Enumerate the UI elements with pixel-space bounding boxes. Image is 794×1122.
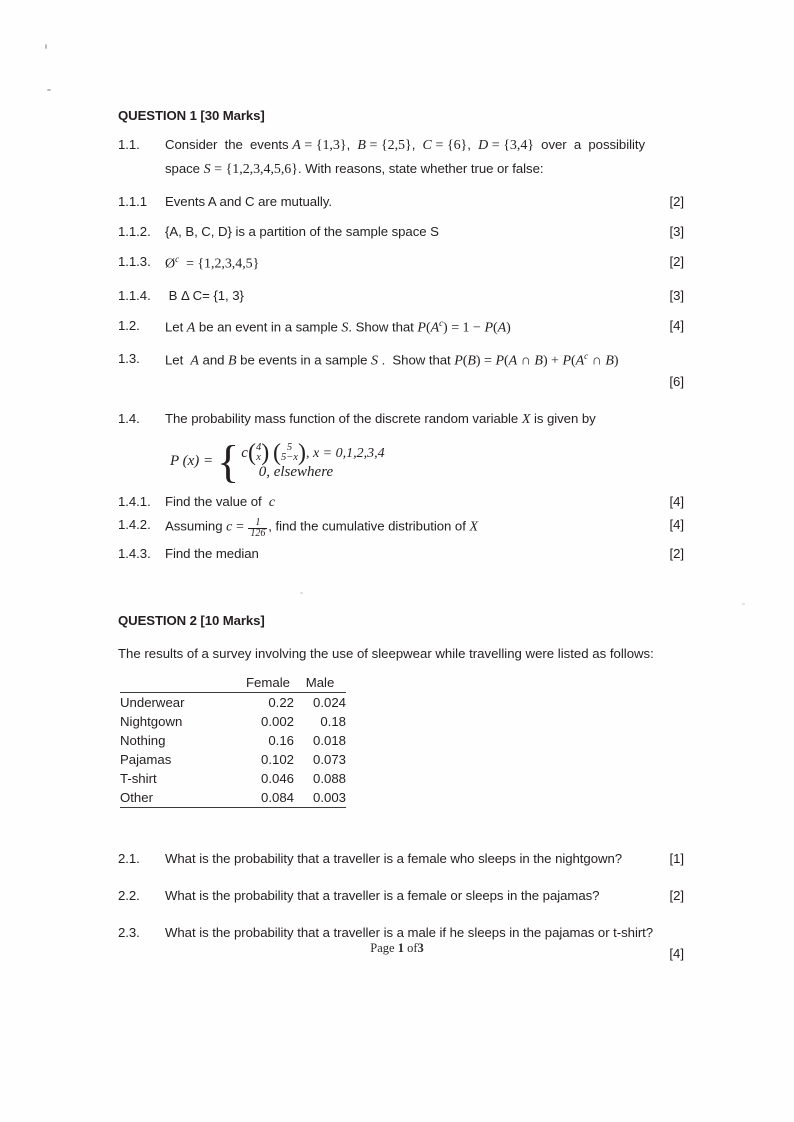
item-marks: [4] — [669, 516, 684, 532]
question-item-2-2 — [118, 889, 684, 902]
question-item-1-1-3 — [118, 255, 684, 271]
item-marks: [2] — [669, 194, 684, 209]
cell-male: 0.003 — [312, 789, 346, 805]
item-text: What is the probability that a traveller is a female who sleeps in the nightgown? — [165, 850, 623, 866]
question-2-heading: QUESTION 2 [10 Marks] — [118, 612, 265, 628]
binom-top: 5 — [286, 441, 293, 453]
assuming-suffix: , find the cumulative distribution of — [268, 518, 466, 534]
item-text: What is the probability that a traveller is a female or sleeps in the pajamas? — [165, 888, 600, 904]
question-item-1-4 — [118, 412, 684, 427]
footer-page-number: 1 — [397, 941, 404, 955]
table-row — [120, 731, 346, 750]
item-number: 1.4.1. — [118, 493, 151, 509]
question-item-1-1-1 — [118, 195, 684, 208]
item-marks: [1] — [669, 850, 684, 866]
survey-table — [120, 673, 346, 808]
variable-x: X — [469, 519, 478, 535]
fraction-denominator: 126 — [250, 527, 266, 539]
footer-of-label: of — [407, 941, 418, 955]
item-number: 2.1. — [118, 850, 140, 866]
cell-category: Other — [120, 789, 153, 805]
page-footer — [0, 941, 794, 956]
column-header-female: Female — [246, 674, 290, 690]
scan-speck — [45, 44, 47, 49]
question-item-1-4-3 — [118, 547, 684, 560]
item-text: Find the value of c — [165, 493, 276, 510]
pmf-coefficient: c — [241, 444, 248, 461]
question-item-1-4-1 — [118, 495, 684, 510]
cell-female: 0.084 — [260, 789, 294, 805]
cell-female: 0.002 — [260, 713, 294, 729]
item-number: 1.3. — [118, 351, 140, 367]
item-text-line-2: space S = {1,2,3,4,5,6}. With reasons, state whether true or false: — [165, 161, 544, 177]
item-text: Events A and C are mutually. — [165, 194, 332, 209]
item-number: 1.1. — [118, 137, 140, 152]
question-item-1-3-marks: [6] — [669, 373, 684, 389]
item-number: 1.2. — [118, 318, 140, 333]
item-number: 1.4. — [118, 410, 140, 426]
item-number: 1.4.3. — [118, 545, 151, 561]
item-number: 1.1.1 — [118, 194, 148, 209]
cell-female: 0.102 — [260, 751, 294, 767]
cell-category: Underwear — [120, 694, 185, 710]
binom-bottom: 5−x — [280, 452, 298, 464]
table-head — [120, 673, 346, 693]
cell-female: 0.22 — [268, 694, 294, 710]
item-text-line-1: Consider the events A = {1,3}, B = {2,5}, C = {6}, D = {3,4} over a possibility — [165, 137, 645, 153]
pmf-brace: { — [217, 435, 240, 487]
scan-speck — [742, 603, 745, 605]
item-number: 2.3. — [118, 925, 140, 941]
pmf-case-1 — [241, 439, 385, 466]
cell-male: 0.024 — [312, 694, 346, 710]
binom-bottom: x — [256, 452, 261, 464]
question-item-2-3 — [118, 926, 684, 939]
footer-page-total: 3 — [417, 941, 424, 955]
table-body — [120, 692, 346, 807]
item-number: 1.4.2. — [118, 516, 151, 532]
question-item-1-2 — [118, 319, 684, 335]
cell-category: Nightgown — [120, 713, 183, 729]
question-item-2-3-marks: [4] — [669, 945, 684, 961]
pmf-case-2: 0, elsewhere — [258, 463, 334, 480]
item-number: 1.1.4. — [118, 287, 151, 303]
table-row — [120, 769, 346, 788]
cell-category: T-shirt — [120, 770, 157, 786]
item-text: B Δ C= {1, 3} — [165, 287, 244, 303]
binom-top: 4 — [255, 441, 262, 453]
equals-sign: = — [235, 519, 244, 535]
table-row — [120, 692, 346, 712]
item-marks: [2] — [669, 254, 684, 270]
cell-female: 0.046 — [260, 770, 294, 786]
pmf-condition: , x = 0,1,2,3,4 — [305, 445, 385, 461]
survey-table-wrapper — [120, 673, 684, 808]
cell-male: 0.073 — [312, 751, 346, 767]
item-marks: [3] — [669, 287, 684, 303]
item-text — [165, 518, 652, 539]
scan-speck — [47, 89, 51, 91]
item-number: 2.2. — [118, 888, 140, 904]
cell-category: Pajamas — [120, 751, 172, 767]
column-header-male: Male — [305, 674, 335, 690]
fraction-1-126 — [248, 518, 267, 539]
item-marks: [2] — [669, 888, 684, 904]
item-text: What is the probability that a traveller is a male if he sleeps in the pajamas or t-shirt? — [165, 925, 654, 941]
table-row — [120, 750, 346, 769]
cell-female: 0.16 — [268, 732, 294, 748]
binomial-coefficient-2: ( 5 5−x ) — [272, 439, 306, 466]
item-number: 1.1.2. — [118, 224, 151, 240]
question-item-1-1 — [118, 138, 684, 177]
question-1-heading: QUESTION 1 [30 Marks] — [118, 108, 265, 123]
item-marks: [3] — [669, 224, 684, 240]
item-text: {A, B, C, D} is a partition of the sample space S — [165, 224, 439, 240]
cell-male: 0.088 — [312, 770, 346, 786]
item-marks: [2] — [669, 545, 684, 561]
document-content — [118, 108, 684, 961]
variable-c: c — [226, 519, 233, 535]
item-text: Find the median — [165, 545, 259, 561]
item-number: 1.1.3. — [118, 254, 151, 270]
cell-male: 0.18 — [320, 713, 346, 729]
cell-male: 0.018 — [312, 732, 346, 748]
item-marks: [4] — [669, 318, 684, 333]
table-header-row — [120, 673, 346, 693]
question-2-intro: The results of a survey involving the use of sleepwear while travelling were listed as follows: — [118, 645, 654, 661]
question-item-1-1-4 — [118, 289, 684, 302]
binomial-coefficient-1: ( 4 x ) — [247, 439, 270, 466]
question-item-1-1-2 — [118, 225, 684, 238]
table-row — [120, 788, 346, 808]
assuming-label: Assuming — [165, 518, 223, 534]
question-item-2-1 — [118, 852, 684, 865]
item-text: Let A and B be events in a sample S . Show that P(B) = P(A ∩ $B) + P(A^c$ ∩ B) — [165, 351, 619, 369]
footer-page-label: Page — [370, 941, 395, 955]
item-text: Let A be an event in a sample S. Show that $P(A^c) = 1 - P(A)$ — [165, 318, 511, 336]
question-item-1-4-2 — [118, 518, 684, 539]
cell-category: Nothing — [120, 732, 166, 748]
item-text: The probability mass function of the discrete random variable X is given by — [165, 410, 596, 427]
question-item-1-3 — [118, 352, 684, 368]
column-header-category — [120, 673, 242, 693]
item-marks: [4] — [669, 493, 684, 509]
pmf-formula — [170, 435, 684, 487]
fraction-numerator: 1 — [255, 516, 261, 528]
table-row — [120, 712, 346, 731]
pmf-lhs: P (x) = — [170, 453, 214, 470]
item-text: $Ø^c = \{1,2,3,4,5\}$ — [165, 254, 260, 272]
